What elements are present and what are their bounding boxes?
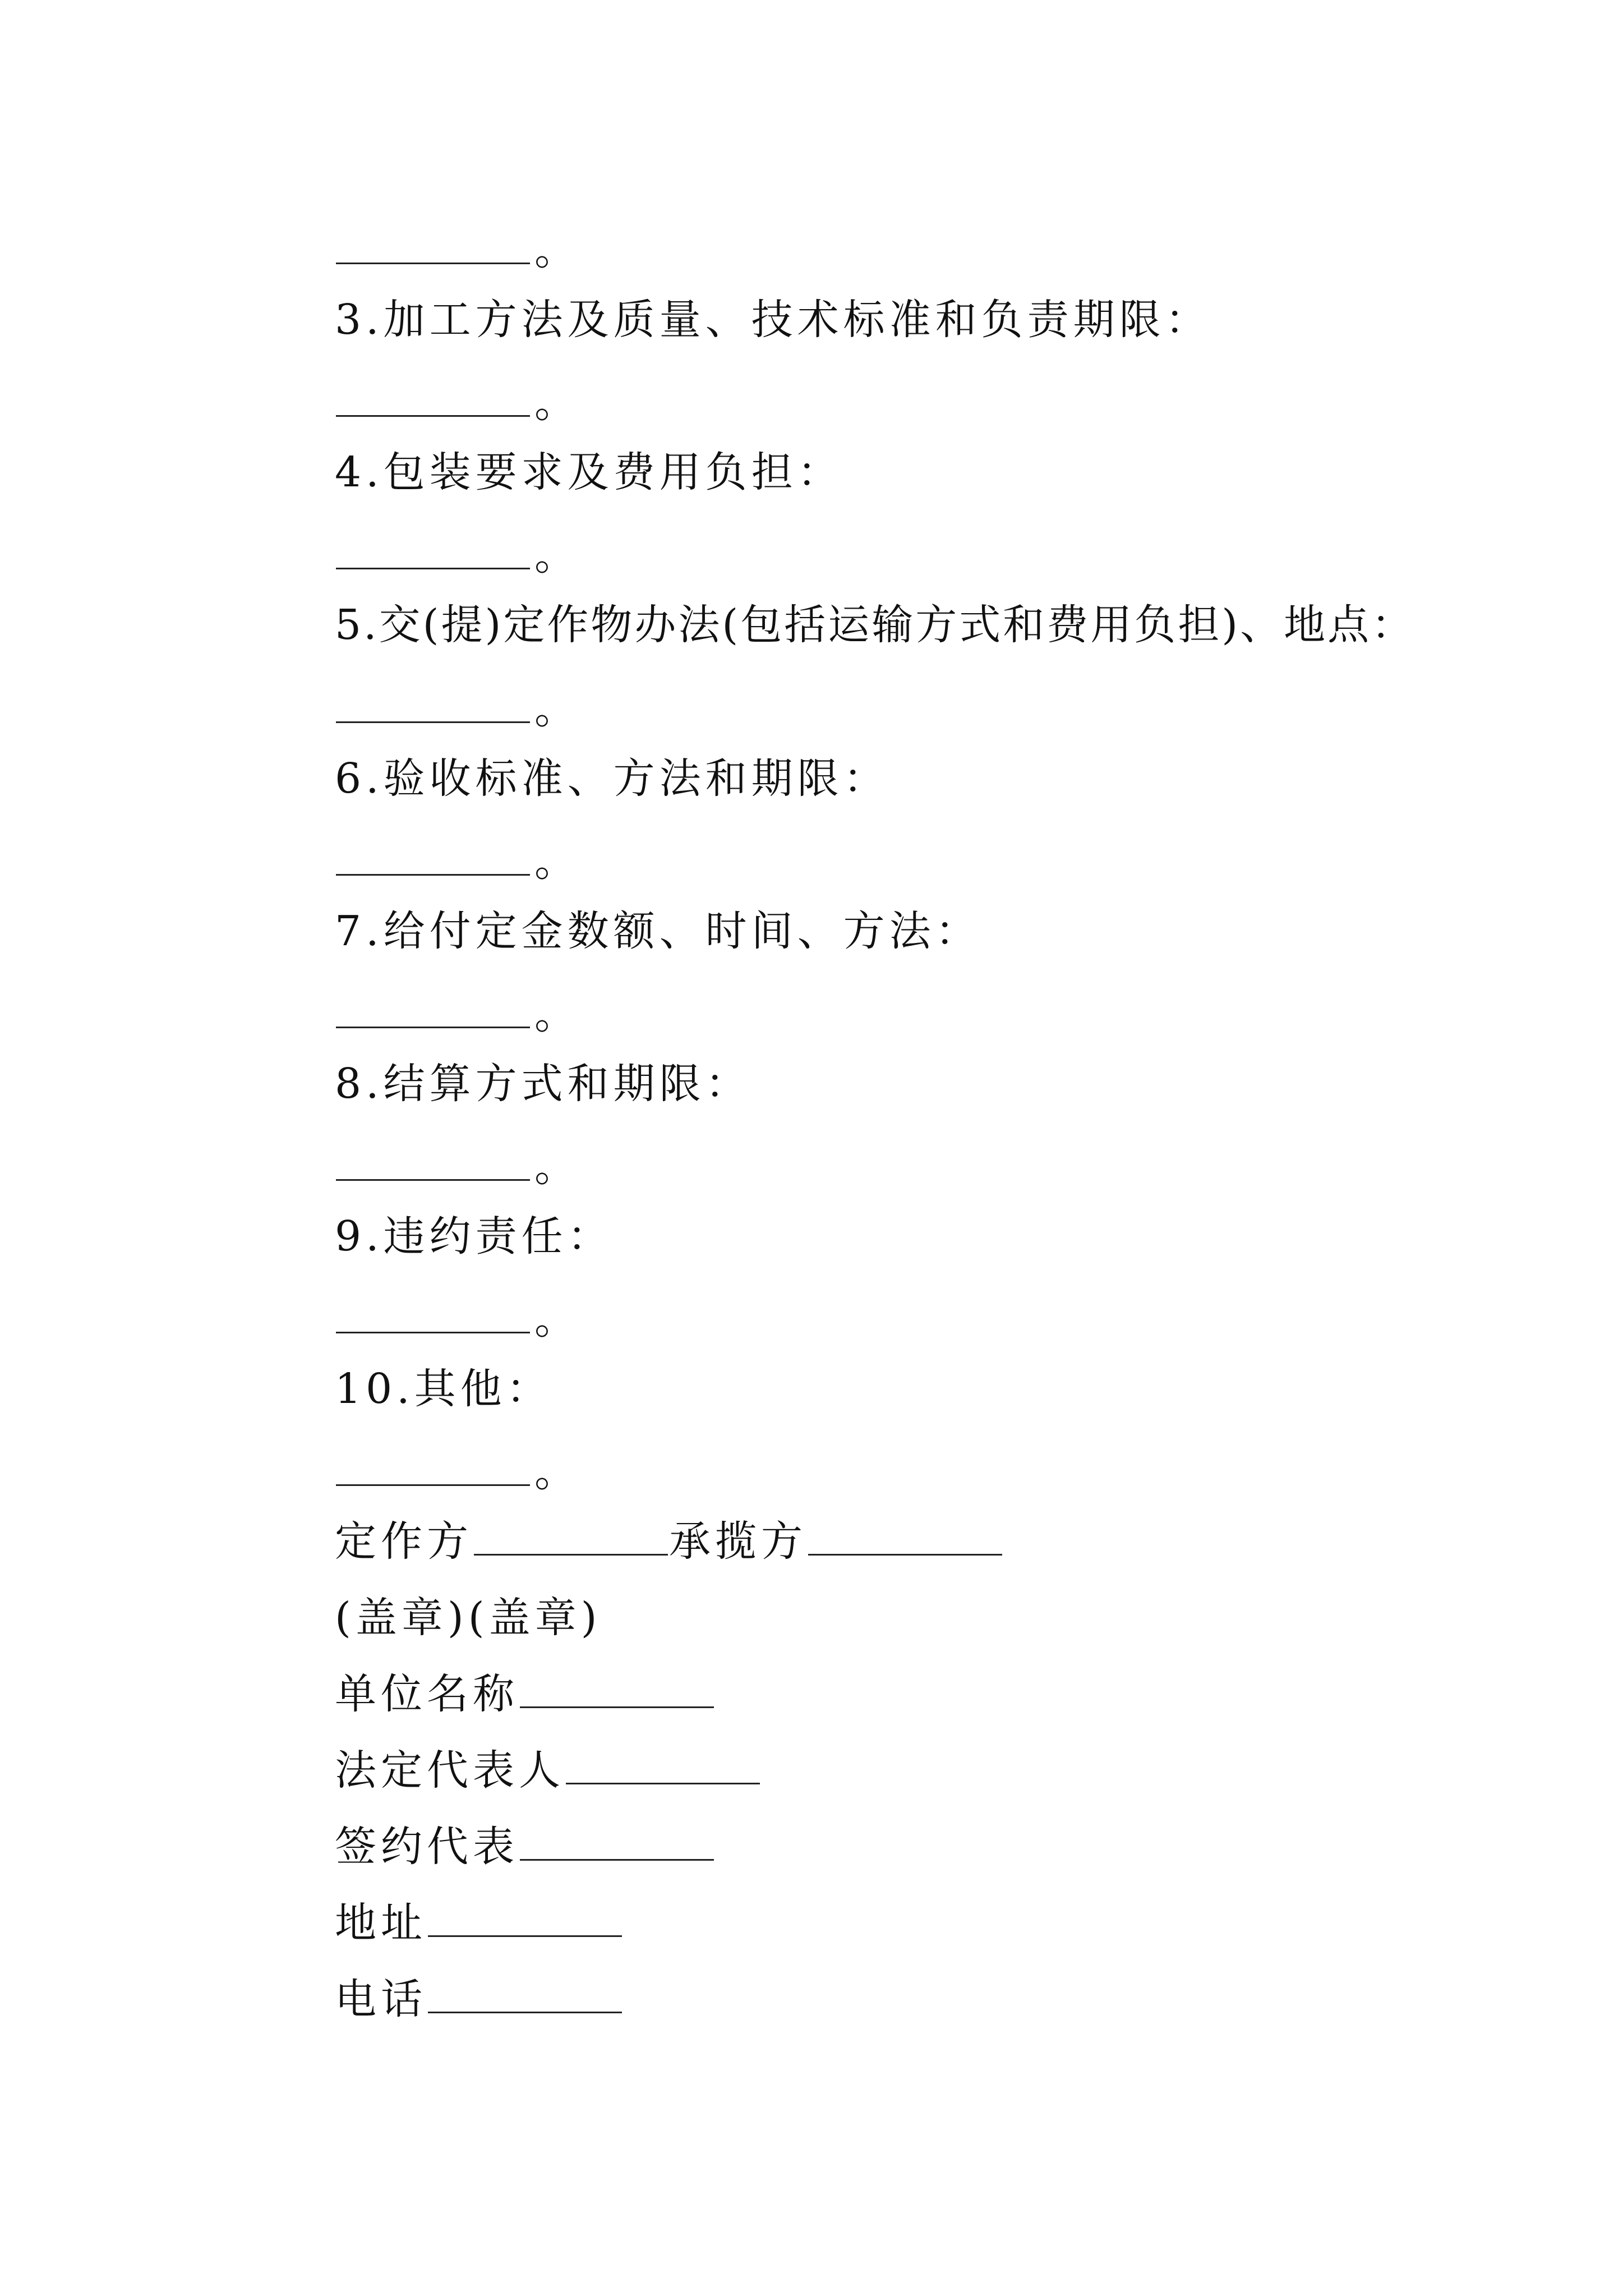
fill-blank[interactable]	[336, 1445, 530, 1486]
blank-line-8	[335, 1139, 580, 1195]
period: 。	[534, 226, 580, 274]
period: 。	[534, 1295, 580, 1343]
party-b-label: 承揽方	[669, 1517, 807, 1566]
clause-3: 3.加工方法及质量、技术标准和负责期限：	[335, 296, 1211, 344]
fill-blank[interactable]	[336, 682, 530, 723]
blank-line-10	[335, 1444, 580, 1500]
unit-name-line	[335, 1666, 715, 1722]
clause-9: 9.违约责任：	[335, 1212, 614, 1260]
period: 。	[534, 1143, 580, 1191]
fill-blank[interactable]	[336, 1292, 530, 1333]
unit-name-blank[interactable]	[520, 1667, 714, 1708]
clause-8: 8.结算方式和期限：	[335, 1060, 751, 1108]
seal-line: (盖章)(盖章)	[335, 1594, 602, 1642]
blank-line-1	[335, 222, 580, 278]
blank-line-7	[335, 986, 580, 1042]
signing-rep-label: 签约代表	[335, 1823, 519, 1871]
fill-blank[interactable]	[336, 1140, 530, 1181]
blank-line-3	[335, 375, 580, 431]
period: 。	[534, 990, 580, 1038]
fill-blank[interactable]	[336, 528, 530, 569]
clause-10: 10.其他：	[335, 1365, 552, 1413]
signing-rep-blank[interactable]	[520, 1820, 714, 1861]
legal-rep-label: 法定代表人	[335, 1746, 565, 1795]
fill-blank[interactable]	[336, 376, 530, 417]
clause-7: 7.给付定金数额、时间、方法：	[335, 907, 981, 955]
fill-blank[interactable]	[336, 223, 530, 264]
blank-line-5	[335, 681, 580, 737]
party-a-label: 定作方	[335, 1517, 473, 1566]
legal-rep-line	[335, 1742, 761, 1798]
period: 。	[534, 1448, 580, 1496]
signing-rep-line	[335, 1819, 715, 1875]
period: 。	[534, 685, 580, 733]
blank-line-6	[335, 834, 580, 890]
party-b-blank[interactable]	[808, 1515, 1002, 1556]
fill-blank[interactable]	[336, 835, 530, 876]
clause-4: 4.包装要求及费用负担：	[335, 448, 843, 496]
address-label: 地址	[335, 1899, 427, 1947]
legal-rep-blank[interactable]	[566, 1743, 760, 1784]
blank-line-9	[335, 1291, 580, 1347]
clause-5: 5.交(提)定作物办法(包括运输方式和费用负担)、地点：	[335, 601, 1415, 649]
fill-blank[interactable]	[336, 987, 530, 1028]
blank-line-4	[335, 527, 580, 583]
phone-line	[335, 1971, 623, 2027]
phone-label: 电话	[335, 1975, 427, 2023]
period: 。	[534, 379, 580, 427]
phone-blank[interactable]	[428, 1972, 622, 2013]
clause-6: 6.验收标准、方法和期限：	[335, 754, 889, 803]
address-line	[335, 1895, 623, 1951]
period: 。	[534, 531, 580, 579]
period: 。	[534, 838, 580, 886]
parties-line	[335, 1513, 1003, 1570]
address-blank[interactable]	[428, 1896, 622, 1937]
party-a-blank[interactable]	[474, 1515, 668, 1556]
unit-name-label: 单位名称	[335, 1670, 519, 1718]
